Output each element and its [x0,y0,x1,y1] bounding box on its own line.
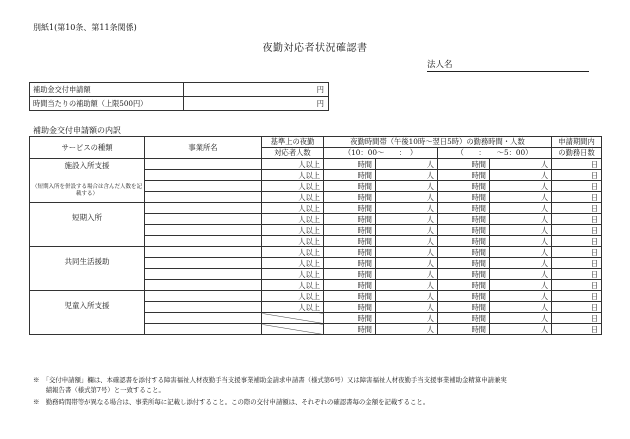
office-name-field[interactable] [145,181,262,192]
persons-b-field[interactable]: 人 [490,225,552,236]
col-hours: 夜勤時間帯（午後10時～翌日5時）の勤務時間・人数 [324,137,552,148]
hours-b-field[interactable]: 時間 [438,236,490,247]
service-name [30,203,145,247]
hours-b-field[interactable]: 時間 [438,258,490,269]
hours-b-field[interactable]: 時間 [438,302,490,313]
persons-b-field[interactable]: 人 [490,247,552,258]
table-row [30,159,602,170]
hours-a-field[interactable]: 時間 [324,214,376,225]
days-field[interactable]: 日 [552,313,602,324]
persons-a-field[interactable]: 人 [376,170,438,181]
hours-a-field[interactable]: 時間 [324,247,376,258]
office-name-field[interactable] [145,203,262,214]
days-field[interactable]: 日 [552,181,602,192]
standard-count-field[interactable]: 人以上 [262,214,324,225]
days-field[interactable]: 日 [552,214,602,225]
office-name-field[interactable] [145,313,262,324]
standard-count-field[interactable]: 人以上 [262,170,324,181]
standard-count-field[interactable]: 人以上 [262,225,324,236]
persons-b-field[interactable]: 人 [490,258,552,269]
service-name [30,159,145,203]
hours-b-field[interactable]: 時間 [438,324,490,335]
persons-a-field[interactable]: 人 [376,302,438,313]
persons-b-field[interactable]: 人 [490,313,552,324]
note-line: 績報告書（様式第7号）と一致すること。 [33,386,165,394]
table-row [30,203,602,214]
table-row [30,291,602,302]
office-name-field[interactable] [145,247,262,258]
days-field[interactable]: 日 [552,280,602,291]
office-name-field[interactable] [145,291,262,302]
breakdown-table [29,136,602,335]
hours-a-field[interactable]: 時間 [324,192,376,203]
hours-b-field[interactable]: 時間 [438,225,490,236]
hours-b-field[interactable]: 時間 [438,181,490,192]
col-hours-b: （ ： ～5：00） [438,148,552,159]
hours-b-field[interactable]: 時間 [438,313,490,324]
days-field[interactable]: 日 [552,247,602,258]
persons-b-field[interactable]: 人 [490,170,552,181]
persons-b-field[interactable]: 人 [490,280,552,291]
col-standard: 基準上の夜勤 [262,137,324,148]
standard-count-field[interactable]: 人以上 [262,302,324,313]
standard-count-field[interactable]: 人以上 [262,269,324,280]
col-office: 事業所名 [145,137,262,159]
col-service: サービスの種類 [30,137,145,159]
persons-b-field[interactable]: 人 [490,324,552,335]
days-field[interactable]: 日 [552,192,602,203]
hours-a-field[interactable]: 時間 [324,225,376,236]
days-field[interactable]: 日 [552,236,602,247]
persons-a-field[interactable]: 人 [376,214,438,225]
persons-b-field[interactable]: 人 [490,269,552,280]
standard-diagonal [262,324,324,335]
hours-b-field[interactable]: 時間 [438,280,490,291]
summary-label: 時間当たりの補助額（上限500円） [30,97,184,111]
hours-b-field[interactable]: 時間 [438,203,490,214]
hours-b-field[interactable]: 時間 [438,291,490,302]
breakdown-label: 補助金交付申請額の内訳 [33,126,121,135]
persons-b-field[interactable]: 人 [490,214,552,225]
hours-a-field[interactable]: 時間 [324,159,376,170]
days-field[interactable]: 日 [552,203,602,214]
summary-amount-field[interactable]: 円 [184,97,329,111]
hours-b-field[interactable]: 時間 [438,170,490,181]
office-name-field[interactable] [145,280,262,291]
standard-count-field[interactable]: 人以上 [262,291,324,302]
service-label: 共同生活援助 [64,257,110,267]
header-row [30,137,602,148]
page-title: 夜勤対応者状況確認書 [262,43,368,54]
service-label: 施設入所支援 [64,161,110,171]
standard-count-field[interactable]: 人以上 [262,247,324,258]
persons-a-field[interactable]: 人 [376,159,438,170]
standard-count-field[interactable]: 人以上 [262,236,324,247]
standard-count-field[interactable]: 人以上 [262,280,324,291]
office-name-field[interactable] [145,236,262,247]
hours-b-field[interactable]: 時間 [438,192,490,203]
summary-label: 補助金交付申請額 [30,83,184,97]
office-name-field[interactable] [145,192,262,203]
hours-a-field[interactable]: 時間 [324,324,376,335]
hours-a-field[interactable]: 時間 [324,181,376,192]
days-field[interactable]: 日 [552,258,602,269]
days-field[interactable]: 日 [552,324,602,335]
office-name-field[interactable] [145,258,262,269]
hours-a-field[interactable]: 時間 [324,302,376,313]
standard-count-field[interactable]: 人以上 [262,159,324,170]
col-hours-a: （10：00～ ： ） [324,148,438,159]
persons-b-field[interactable]: 人 [490,236,552,247]
persons-a-field[interactable]: 人 [376,203,438,214]
standard-diagonal [262,313,324,324]
days-field[interactable]: 日 [552,302,602,313]
days-field[interactable]: 日 [552,269,602,280]
summary-amount-field[interactable]: 円 [184,83,329,97]
service-label: 児童入所支援 [64,301,110,311]
office-name-field[interactable] [145,302,262,313]
col-standard-sub: 対応者人数 [262,148,324,159]
persons-a-field[interactable]: 人 [376,269,438,280]
days-field[interactable]: 日 [552,159,602,170]
office-name-field[interactable] [145,269,262,280]
standard-count-field[interactable]: 人以上 [262,181,324,192]
persons-b-field[interactable]: 人 [490,181,552,192]
persons-a-field[interactable]: 人 [376,291,438,302]
standard-count-field[interactable]: 人以上 [262,203,324,214]
standard-count-field[interactable]: 人以上 [262,192,324,203]
hours-a-field[interactable]: 時間 [324,291,376,302]
service-label: 短期入所 [72,213,102,223]
persons-a-field[interactable]: 人 [376,225,438,236]
persons-a-field[interactable]: 人 [376,247,438,258]
corp-name-field[interactable]: 法人名 [427,58,589,72]
persons-a-field[interactable]: 人 [376,258,438,269]
persons-b-field[interactable]: 人 [490,302,552,313]
office-name-field[interactable] [145,324,262,335]
office-name-field[interactable] [145,170,262,181]
summary-row [30,97,329,111]
summary-table [29,82,329,111]
hours-b-field[interactable]: 時間 [438,269,490,280]
summary-row [30,83,329,97]
hours-a-field[interactable]: 時間 [324,269,376,280]
hours-a-field[interactable]: 時間 [324,280,376,291]
col-days-sub: の勤務日数 [552,148,602,159]
office-name-field[interactable] [145,159,262,170]
persons-a-field[interactable]: 人 [376,236,438,247]
hours-a-field[interactable]: 時間 [324,170,376,181]
persons-a-field[interactable]: 人 [376,280,438,291]
days-field[interactable]: 日 [552,225,602,236]
form-reference: 別紙1(第10条、第11条関係) [33,23,137,32]
persons-b-field[interactable]: 人 [490,291,552,302]
hours-a-field[interactable]: 時間 [324,313,376,324]
days-field[interactable]: 日 [552,170,602,181]
hours-a-field[interactable]: 時間 [324,258,376,269]
hours-b-field[interactable]: 時間 [438,247,490,258]
office-name-field[interactable] [145,214,262,225]
days-field[interactable]: 日 [552,291,602,302]
persons-b-field[interactable]: 人 [490,203,552,214]
persons-b-field[interactable]: 人 [490,192,552,203]
note-line: ※ 勤務時間帯等が異なる場合は、事業所毎に記載し添付すること。この際の交付申請額は、それぞれの確認書毎の金額を記載すること。 [33,398,430,406]
persons-a-field[interactable]: 人 [376,324,438,335]
note-line: ※ 「交付申請額」欄は、本確認書を添付する障害福祉人材夜勤手当支援事業補助金請求申請書（様式第6号）又は障害福祉人材夜勤手当支援事業補助金精算申請兼実 [33,376,507,384]
persons-a-field[interactable]: 人 [376,192,438,203]
hours-a-field[interactable]: 時間 [324,203,376,214]
hours-b-field[interactable]: 時間 [438,214,490,225]
standard-count-field[interactable]: 人以上 [262,258,324,269]
persons-a-field[interactable]: 人 [376,181,438,192]
service-name [30,291,145,335]
persons-a-field[interactable]: 人 [376,313,438,324]
office-name-field[interactable] [145,225,262,236]
hours-a-field[interactable]: 時間 [324,236,376,247]
col-days: 申請期間内 [552,137,602,148]
table-row [30,247,602,258]
persons-b-field[interactable]: 人 [490,159,552,170]
service-note: （短期入所を併設する場合は含んだ人数を記載する） [31,183,142,197]
service-name [30,247,145,291]
hours-b-field[interactable]: 時間 [438,159,490,170]
